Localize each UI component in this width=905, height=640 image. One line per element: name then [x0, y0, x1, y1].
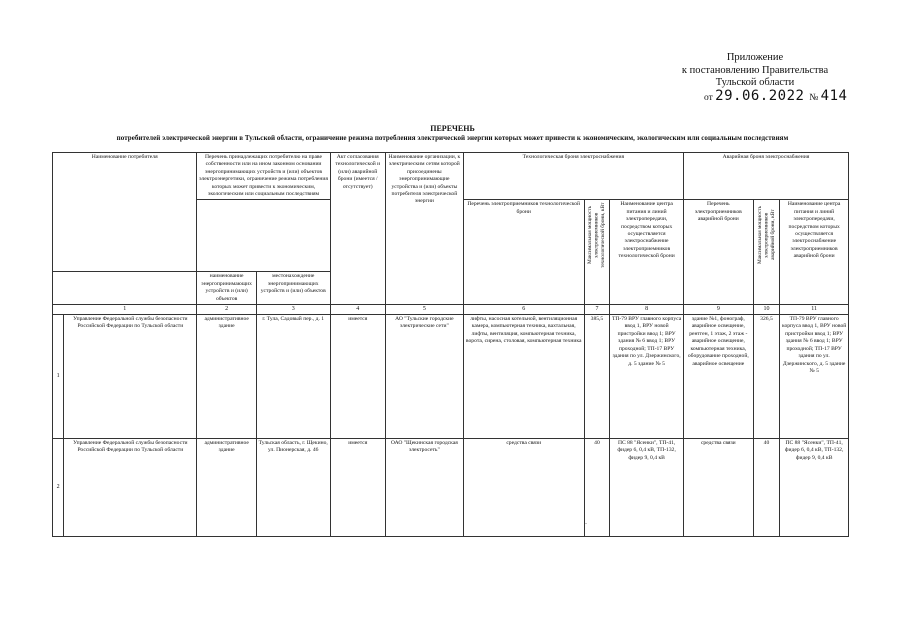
- header-objects-group: Перечень принадлежащих потребителю на праве собственности или на ином законном основании энергопринимающих устройств и (или) объектов электроэнергетики, ограничение режима потребления которых может привести к экономическим, экологическим или социальным последствиям: [197, 153, 330, 200]
- tech-power: 40: [584, 439, 610, 537]
- tech-list: средства связи: [463, 439, 584, 537]
- index-cell: 6: [463, 305, 584, 315]
- object-name: административное здание: [197, 439, 256, 537]
- appendix-header: [640, 52, 870, 104]
- object-name: административное здание: [197, 315, 256, 439]
- index-row: [53, 305, 849, 315]
- index-cell: 8: [610, 305, 684, 315]
- table-row: [53, 439, 849, 537]
- emerg-power: 40: [753, 439, 780, 537]
- row-number: 1: [53, 315, 64, 439]
- header-tech-group: Технологическая броня электроснабжения: [463, 153, 683, 200]
- row-number: 2: [53, 439, 64, 537]
- resolution-date-line: [704, 90, 874, 105]
- consumer-name: Управление Федеральной службы безопасности Российской Федерации по Тульской области: [64, 315, 197, 439]
- appendix-resolution: к постановлению Правительства: [681, 64, 829, 76]
- header-emerg-group: Аварийная броня электроснабжения: [683, 153, 848, 200]
- index-cell: 9: [683, 305, 753, 315]
- header-consumer-spacer: [53, 272, 197, 305]
- appendix-region: Тульской области: [715, 77, 795, 88]
- index-cell: 1: [53, 305, 197, 315]
- index-cell: 4: [330, 305, 385, 315]
- header-emerg-power-text: Максимальная мощность электроприемников аварийной брони, кВт: [756, 206, 776, 265]
- emerg-list: средства связи: [683, 439, 753, 537]
- document-subtitle: потребителей электрической энергии в Тульской области, ограничение режима потребления электрической энергии которых может привести к экономическим, экологическим или социальным последствиям: [116, 134, 789, 142]
- resolution-number: 414: [820, 88, 848, 104]
- emerg-power: 326,5: [753, 315, 780, 439]
- object-location: Тульская область, г. Щекино, ул. Пионерская, д. 46: [256, 439, 330, 537]
- consumers-table: [52, 152, 849, 537]
- resolution-date: 29.06.2022: [715, 88, 805, 104]
- index-cell: 3: [256, 305, 330, 315]
- header-act: Акт согласования технологической и (или) аварийной брони (имеется / отсутствует): [330, 153, 385, 305]
- header-consumer: Наименование потребителя: [53, 153, 197, 272]
- index-cell: 11: [780, 305, 849, 315]
- network-org: ОАО "Щекинская городская электросеть": [385, 439, 463, 537]
- header-tech-list: Перечень электроприемников технологической брони: [463, 200, 584, 305]
- header-tech-center: Наименование центра питания и линий электропередачи, посредством которых осуществляется электроснабжение электроприемников технологической брони: [610, 200, 684, 305]
- object-location: г. Тула, Садовый пер., д. 1: [256, 315, 330, 439]
- header-emerg-center: Наименование центра питания и линий электропередачи, посредством которых осуществляется электроснабжение электроприемников аварийной брони: [780, 200, 849, 305]
- index-cell: 5: [385, 305, 463, 315]
- tech-center: ПС 88 "Ясенки", ТП-41, фидер 6, 0,4 кВ, ТП-132, фидер 9, 0,4 кВ: [610, 439, 684, 537]
- network-org: АО "Тульские городские электрические сети": [385, 315, 463, 439]
- header-object-location: местонахождение энергопринимающих устройств и (или) объектов: [256, 272, 330, 305]
- tech-center: ТП-79 ВРУ главного корпуса ввод 1, ВРУ новой пристройки ввод 1; ВРУ здания № 6 ввод 1; ВРУ проходной; ТП-17 ВРУ здания по ул. Дзержинского, д. 5 здание № 5: [610, 315, 684, 439]
- date-prefix: от: [704, 93, 713, 103]
- act-status: имеется: [330, 439, 385, 537]
- tech-list: лифты, насосная котельной, вентиляционная камера, компьютерная техника, вахтальная, лифты, вентиляция, компьютерная техника, ворота, сирена, столовая, компьютерная техника: [463, 315, 584, 439]
- header-emerg-list: Перечень электроприемников аварийной брони: [683, 200, 753, 305]
- index-cell: 2: [197, 305, 256, 315]
- emerg-center: ТП-79 ВРУ главного корпуса ввод 1, ВРУ новой пристройки ввод 1; ВРУ здания № 6 ввод 1; ВРУ проходной; ТП-17 ВРУ здания по ул. Дзержинского, д. 5 здание № 5: [780, 315, 849, 439]
- emerg-center: ПС 88 "Ясенки", ТП-41, фидер 6, 0,4 кВ, ТП-132, фидер 9, 0,4 кВ: [780, 439, 849, 537]
- document-title: ПЕРЕЧЕНЬ: [430, 124, 475, 133]
- header-tech-power-text: Максимальная мощность электроприемников технологической брони, кВт: [587, 202, 607, 269]
- act-status: имеется: [330, 315, 385, 439]
- header-emerg-power: [753, 200, 780, 305]
- header-objects-spacer: [197, 200, 330, 272]
- index-cell: 7: [584, 305, 610, 315]
- header-network-org: Наименование организации, к электрическим сетям которой присоединены энергопринимающие устройства и (или) объекты потребителя электрической энергии: [385, 153, 463, 305]
- tech-power: 385,5: [584, 315, 610, 439]
- consumer-name: Управление Федеральной службы безопасности Российской Федерации по Тульской области: [64, 439, 197, 537]
- appendix-label: Приложение: [726, 52, 784, 63]
- header-object-name: наименование энергопринимающих устройств и (или) объектов: [197, 272, 256, 305]
- index-cell: 10: [753, 305, 780, 315]
- emerg-list: здание №1, фонограф, аварийное освещение, рентген, 1 этаж, 2 этаж - аварийное освещение, компьютерная техника, оборудование проходной, аварийное освещение: [683, 315, 753, 439]
- table-row: [53, 315, 849, 439]
- number-prefix: №: [809, 93, 819, 103]
- header-tech-power: [584, 200, 610, 305]
- stray-mark: -: [585, 521, 587, 527]
